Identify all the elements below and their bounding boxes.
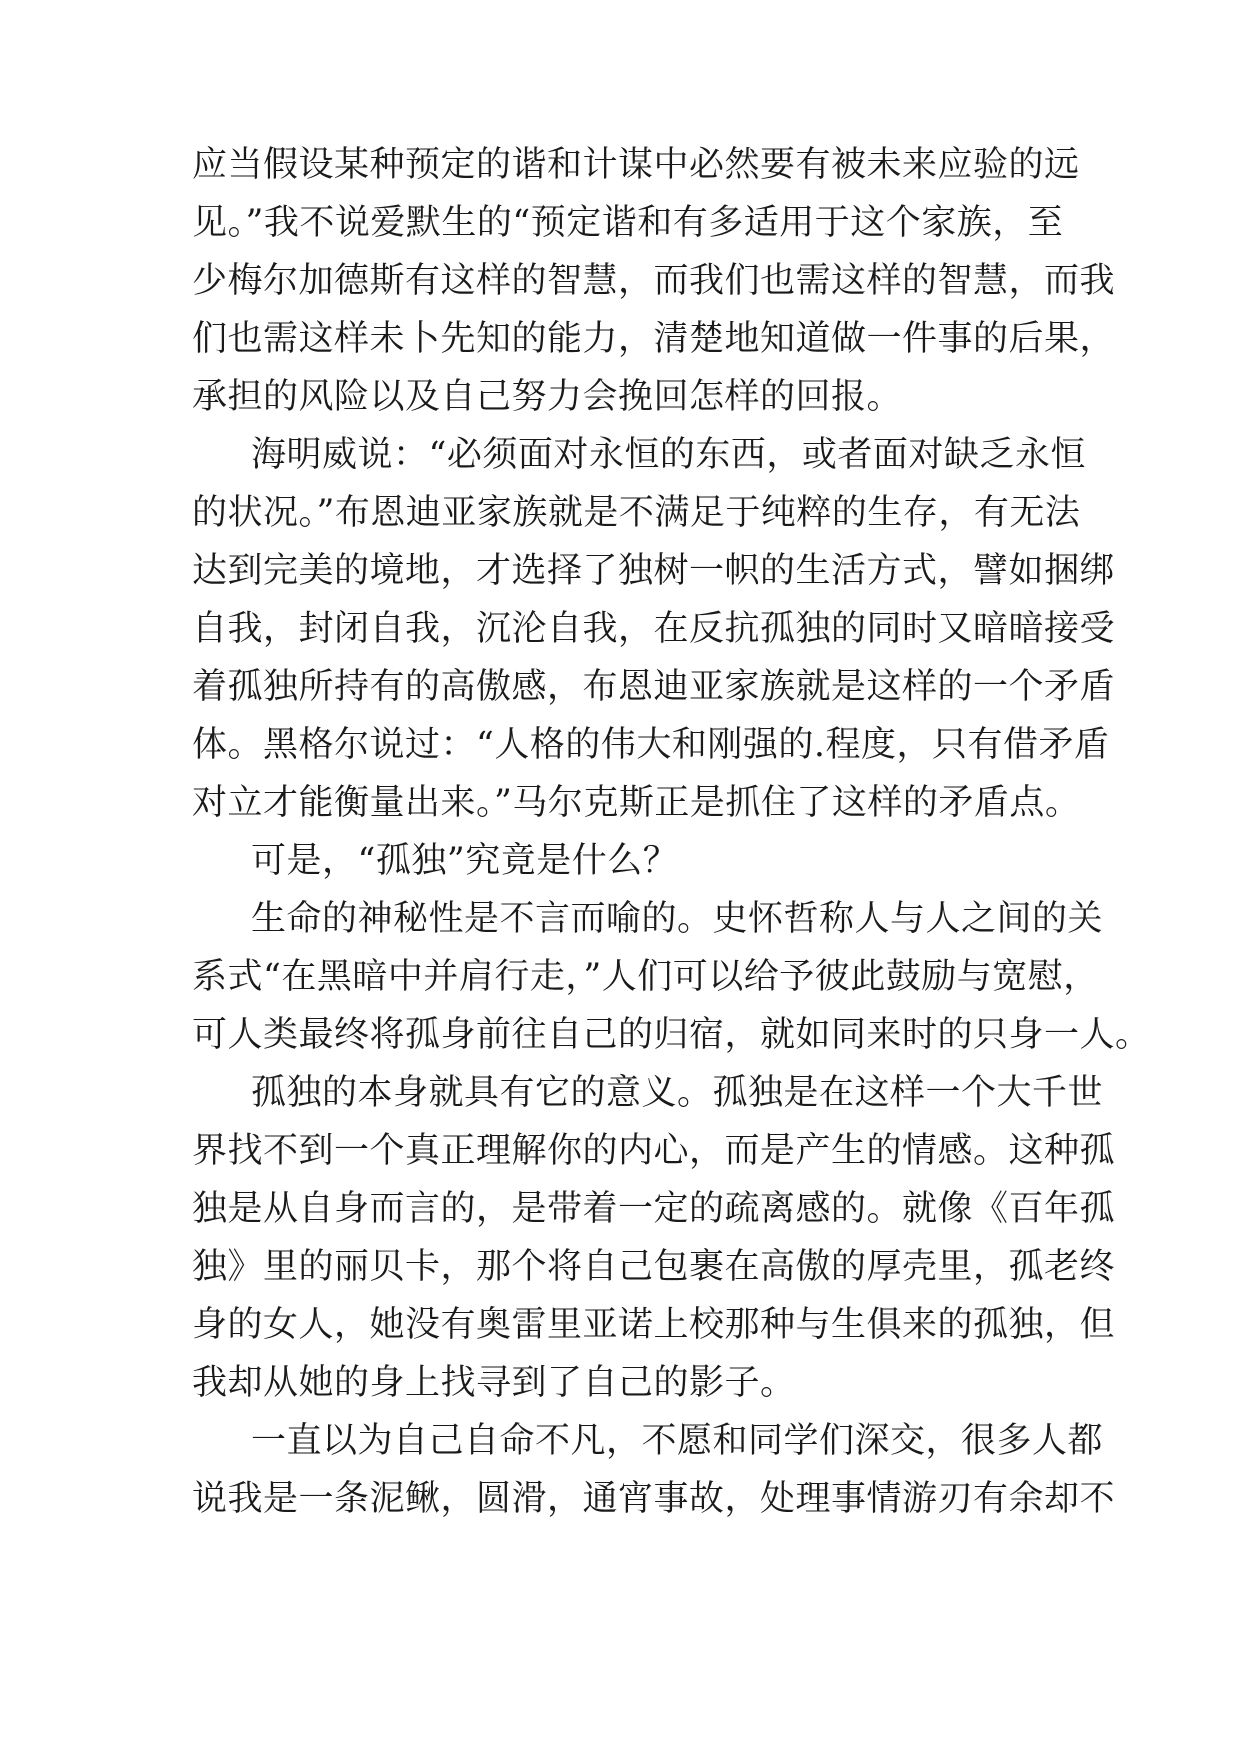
- paragraph-line: 们也需这样未卜先知的能力，清楚地知道做一件事的后果，: [192, 319, 1116, 359]
- paragraph-line: 着孤独所持有的高傲感，布恩迪亚家族就是这样的一个矛盾: [192, 667, 1116, 707]
- paragraph-line: 可是，“孤独”究竟是什么？: [251, 841, 679, 881]
- paragraph-line: 可人类最终将孤身前往自己的归宿，就如同来时的只身一人。: [192, 1015, 1151, 1055]
- paragraph-line: 我却从她的身上找寻到了自己的影子。: [192, 1363, 796, 1403]
- paragraph-line: 独》里的丽贝卡，那个将自己包裹在高傲的厚壳里，孤老终: [192, 1247, 1116, 1287]
- paragraph-line: 体。黑格尔说过：“人格的伟大和刚强的.程度，只有借矛盾: [192, 725, 1110, 765]
- paragraph-line: 少梅尔加德斯有这样的智慧，而我们也需这样的智慧，而我: [192, 261, 1116, 301]
- paragraph-line: 达到完美的境地，才选择了独树一帜的生活方式，譬如捆绑: [192, 551, 1116, 591]
- paragraph-line: 一直以为自己自命不凡，不愿和同学们深交，很多人都: [251, 1421, 1104, 1461]
- paragraph-line: 海明威说：“必须面对永恒的东西，或者面对缺乏永恒: [251, 435, 1086, 475]
- paragraph-line: 身的女人，她没有奥雷里亚诺上校那种与生俱来的孤独，但: [192, 1305, 1116, 1345]
- paragraph-line: 承担的风险以及自己努力会挽回怎样的回报。: [192, 377, 903, 417]
- paragraph-line: 孤独的本身就具有它的意义。孤独是在这样一个大千世: [251, 1073, 1104, 1113]
- paragraph-line: 界找不到一个真正理解你的内心，而是产生的情感。这种孤: [192, 1131, 1116, 1171]
- paragraph-line: 的状况。”布恩迪亚家族就是不满足于纯粹的生存，有无法: [192, 493, 1081, 533]
- paragraph-line: 应当假设某种预定的谐和计谋中必然要有被未来应验的远: [192, 145, 1080, 185]
- paragraph-line: 说我是一条泥鳅，圆滑，通宵事故，处理事情游刃有余却不: [192, 1479, 1116, 1519]
- paragraph-line: 对立才能衡量出来。”马尔克斯正是抓住了这样的矛盾点。: [192, 783, 1081, 823]
- paragraph-line: 系式“在黑暗中并肩行走，”人们可以给予彼此鼓励与宽慰，: [192, 957, 1099, 997]
- paragraph-line: 独是从自身而言的，是带着一定的疏离感的。就像《百年孤: [192, 1189, 1116, 1229]
- paragraph-line: 见。”我不说爱默生的“预定谐和有多适用于这个家族，至: [192, 203, 1064, 243]
- paragraph-line: 自我，封闭自我，沉沦自我，在反抗孤独的同时又暗暗接受: [192, 609, 1116, 649]
- paragraph-line: 生命的神秘性是不言而喻的。史怀哲称人与人之间的关: [251, 899, 1104, 939]
